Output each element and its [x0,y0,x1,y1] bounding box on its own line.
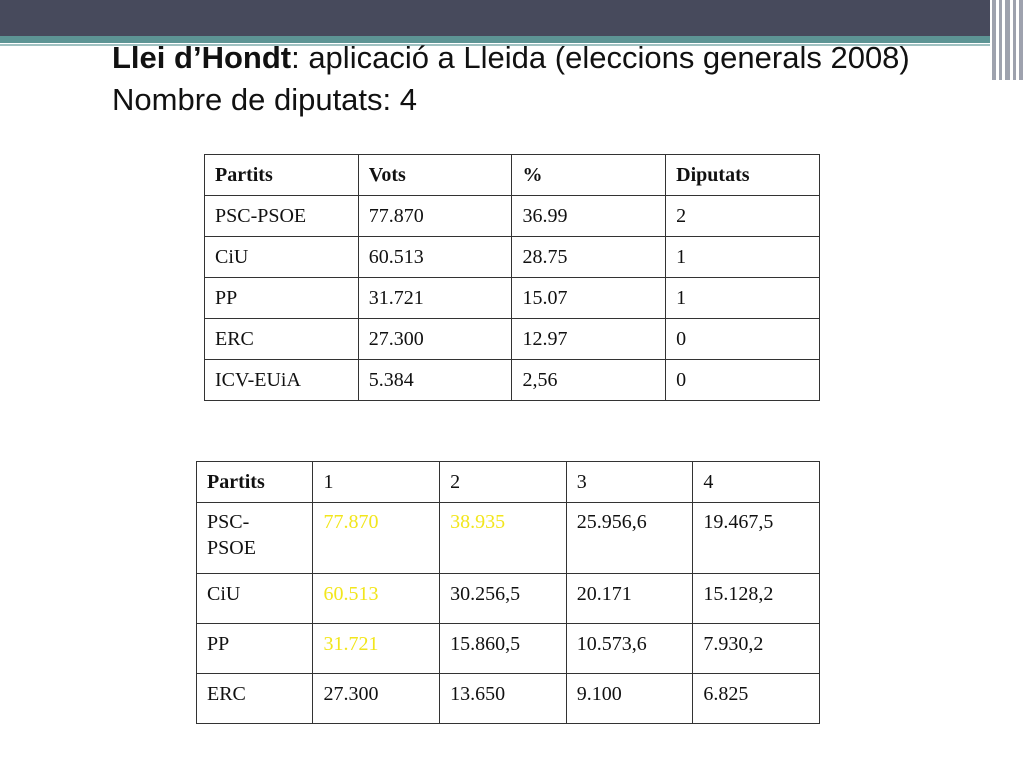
party-name: PSC-PSOE [207,511,256,559]
header-cell: 2 [440,462,567,503]
percent-cell: 36.99 [512,196,666,237]
table-row [205,319,820,360]
percent-cell: 15.07 [512,278,666,319]
quotient-cell-highlighted: 60.513 [313,574,440,624]
quotient-cell: 10.573,6 [566,624,693,674]
seats-cell: 1 [666,237,820,278]
table-row [197,624,820,674]
party-cell: CiU [205,237,359,278]
header-cell: 4 [693,462,820,503]
slide-subtitle: Nombre de diputats: 4 [112,82,418,117]
quotient-cell: 15.128,2 [693,574,820,624]
table-header-row [197,462,820,503]
party-cell: PP [197,624,313,674]
quotient-cell: 13.650 [440,674,567,724]
table-header-row [205,155,820,196]
party-cell: ICV-EUiA [205,360,359,401]
seats-cell: 0 [666,360,820,401]
quotient-cell: 9.100 [566,674,693,724]
table-row [205,237,820,278]
party-cell: PSC-PSOE [205,196,359,237]
votes-cell: 60.513 [358,237,512,278]
votes-cell: 77.870 [358,196,512,237]
quotient-cell: 25.956,6 [566,503,693,574]
table-row [205,196,820,237]
quotient-cell: 30.256,5 [440,574,567,624]
table-row [205,360,820,401]
quotient-cell: 7.930,2 [693,624,820,674]
table-row [197,503,820,574]
quotient-cell: 15.860,5 [440,624,567,674]
seats-cell: 1 [666,278,820,319]
corner-decoration [990,0,1024,80]
slide-title-bold: Llei d’Hondt [112,40,292,75]
party-cell: CiU [197,574,313,624]
quotient-cell-highlighted: 77.870 [313,503,440,574]
votes-table [204,154,820,401]
header-cell: % [512,155,666,196]
quotient-cell-highlighted: 31.721 [313,624,440,674]
party-cell: ERC [205,319,359,360]
dhondt-quotients-table [196,461,820,724]
party-cell: PP [205,278,359,319]
table-row [205,278,820,319]
party-cell: ERC [197,674,313,724]
percent-cell: 28.75 [512,237,666,278]
quotient-cell-highlighted: 38.935 [440,503,567,574]
quotient-cell: 6.825 [693,674,820,724]
party-cell [197,503,313,574]
quotient-cell: 27.300 [313,674,440,724]
percent-cell: 2,56 [512,360,666,401]
quotient-cell: 19.467,5 [693,503,820,574]
header-cell: Vots [358,155,512,196]
slide-title-rest: : aplicació a Lleida (eleccions generals 2008) [291,40,910,75]
percent-cell: 12.97 [512,319,666,360]
slide-title [112,38,910,78]
header-cell: 1 [313,462,440,503]
header-band [0,0,1024,36]
header-cell: Partits [205,155,359,196]
header-cell: Partits [197,462,313,503]
votes-cell: 5.384 [358,360,512,401]
votes-cell: 31.721 [358,278,512,319]
header-cell: Diputats [666,155,820,196]
header-cell: 3 [566,462,693,503]
table-row [197,674,820,724]
seats-cell: 2 [666,196,820,237]
seats-cell: 0 [666,319,820,360]
votes-cell: 27.300 [358,319,512,360]
quotient-cell: 20.171 [566,574,693,624]
table-row [197,574,820,624]
